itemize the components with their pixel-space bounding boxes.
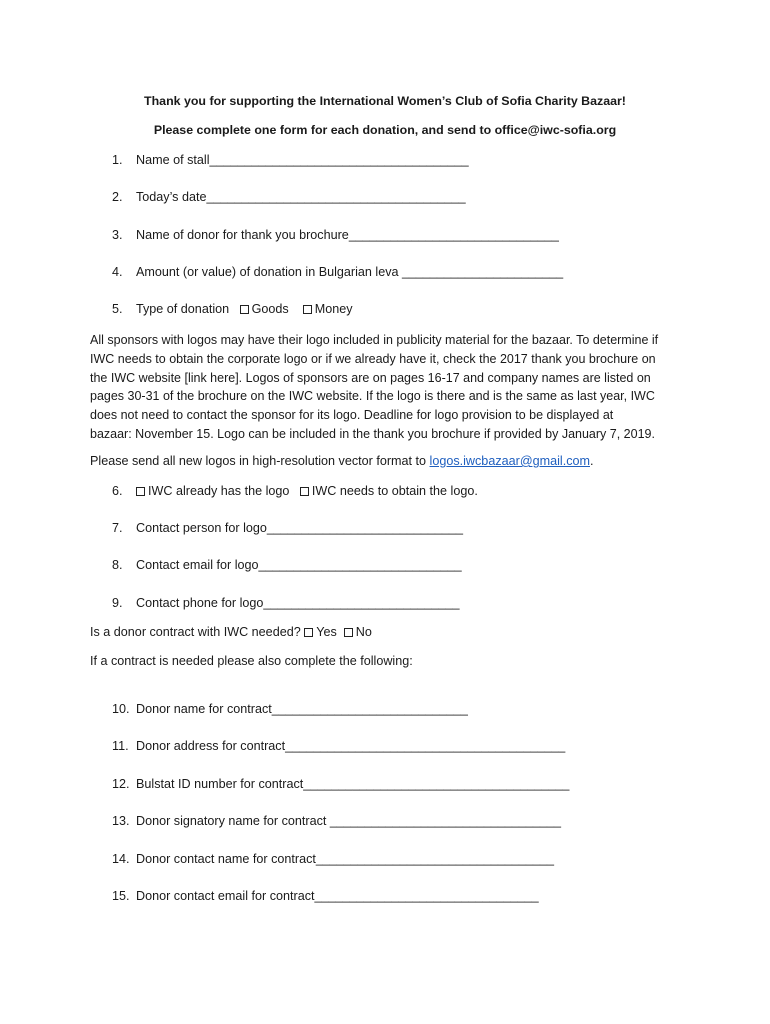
item-1-number: 1.	[112, 153, 123, 167]
item-12-number: 12.	[112, 777, 130, 791]
item-12-field[interactable]: Bulstat ID number for contract______________________________________	[136, 777, 570, 791]
paragraph-line: pages 30-31 of the brochure on the IWC website. If the logo is there and is the same as last year, IWC	[90, 389, 655, 404]
item-4-number: 4.	[112, 265, 123, 279]
paragraph-line: does not need to contact the sponsor for its logo. Deadline for logo provision to be displayed at	[90, 408, 614, 423]
item-9-field[interactable]: Contact phone for logo____________________________	[136, 596, 460, 610]
money-label: Money	[314, 302, 353, 316]
item-13-field[interactable]: Donor signatory name for contract _________________________________	[136, 814, 562, 828]
logo-exists-label: IWC already has the logo	[148, 484, 290, 498]
instructions-heading: Please complete one form for each donation, and send to office@iwc-sofia.org	[153, 123, 617, 137]
contract-yes-checkbox[interactable]	[304, 628, 313, 637]
item-11-field[interactable]: Donor address for contract________________________________________	[136, 739, 566, 753]
paragraph-line: the IWC website [link here]. Logos of sponsors are on pages 16-17 and company names are listed on	[90, 370, 651, 385]
item-4-field[interactable]: Amount (or value) of donation in Bulgarian leva _______________________	[136, 265, 564, 279]
goods-label: Goods	[251, 302, 289, 316]
logo-needed-label: IWC needs to obtain the logo.	[311, 484, 478, 498]
item-15-field[interactable]: Donor contact email for contract________________________________	[136, 889, 539, 903]
contract-question-row	[90, 625, 372, 639]
thanks-heading: Thank you for supporting the International Women’s Club of Sofia Charity Bazaar!	[144, 94, 626, 108]
contract-yes-label: Yes	[316, 625, 337, 639]
money-checkbox[interactable]	[303, 305, 312, 314]
contract-question-text: Is a donor contract with IWC needed?	[90, 625, 301, 639]
item-9-number: 9.	[112, 596, 123, 610]
item-8-field[interactable]: Contact email for logo_____________________________	[136, 558, 462, 572]
item-5-number: 5.	[112, 302, 123, 316]
sponsor-logo-paragraph	[90, 331, 690, 444]
paragraph-line: bazaar: November 15. Logo can be included in the thank you brochure if provided by January 7, 2019.	[90, 426, 655, 441]
logos-note-text: Please send all new logos in high-resolution vector format to	[90, 454, 430, 468]
item-7-field[interactable]: Contact person for logo____________________________	[136, 521, 464, 535]
paragraph-line: IWC needs to obtain the corporate logo or if we already have it, check the 2017 thank you brochure on	[90, 351, 656, 366]
item-1-field[interactable]: Name of stall_____________________________________	[136, 153, 469, 167]
item-14-number: 14.	[112, 852, 130, 866]
item-11-number: 11.	[112, 739, 129, 753]
goods-checkbox[interactable]	[240, 305, 249, 314]
item-7-number: 7.	[112, 521, 123, 535]
item-2-number: 2.	[112, 190, 123, 204]
item-5-row	[136, 302, 353, 316]
item-10-number: 10.	[112, 702, 130, 716]
item-2-field[interactable]: Today’s date_____________________________________	[136, 190, 466, 204]
item-3-number: 3.	[112, 228, 123, 242]
item-10-field[interactable]: Donor name for contract____________________________	[136, 702, 468, 716]
contract-note: If a contract is needed please also complete the following:	[90, 654, 413, 668]
logos-email-link[interactable]: logos.iwcbazaar@gmail.com	[429, 454, 590, 468]
contract-no-checkbox[interactable]	[344, 628, 353, 637]
item-14-field[interactable]: Donor contact name for contract__________________________________	[136, 852, 555, 866]
contract-no-label: No	[355, 625, 372, 639]
item-6-number: 6.	[112, 484, 123, 498]
logos-note	[90, 454, 594, 468]
donation-type-label: Type of donation	[136, 302, 230, 316]
item-6-row	[136, 484, 478, 498]
logos-note-suffix: .	[590, 454, 594, 468]
item-15-number: 15.	[112, 889, 130, 903]
item-13-number: 13.	[112, 814, 130, 828]
paragraph-line: All sponsors with logos may have their logo included in publicity material for the bazaar. To determine if	[90, 333, 659, 347]
item-3-field[interactable]: Name of donor for thank you brochure______________________________	[136, 228, 559, 242]
logo-needed-checkbox[interactable]	[300, 487, 309, 496]
logo-exists-checkbox[interactable]	[136, 487, 145, 496]
item-8-number: 8.	[112, 558, 123, 572]
